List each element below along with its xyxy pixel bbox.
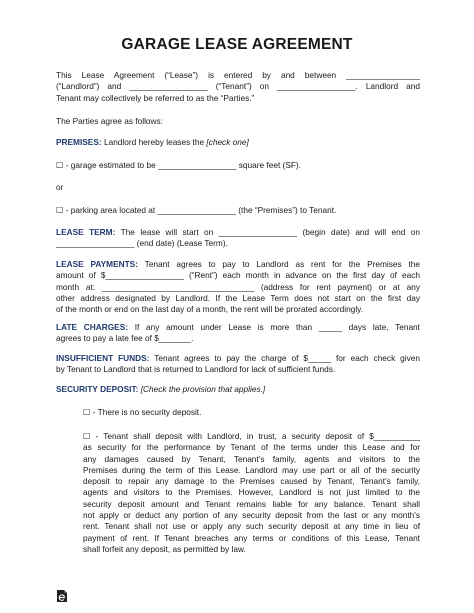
deposit-line-1: ☐ - Tenant shall deposit with Landlord, in trust, a security deposit of $__________ (83, 431, 420, 441)
late-charges-section (56, 322, 420, 345)
deposit-line-2: as security for the performance by Tenant of the terms under this Lease and for (83, 442, 420, 453)
lease-payments-line-4: other address designated by Landlord. If the Lease Term does not start on the first day (56, 292, 420, 303)
eforms-logo-icon (56, 589, 68, 603)
document-title: GARAGE LEASE AGREEMENT (121, 36, 353, 53)
intro-line-1: This Lease Agreement (“Lease”) is entered by and between ________________ (56, 70, 420, 80)
lease-term-heading: LEASE TERM: (56, 227, 116, 237)
insufficient-funds-line-1: Tenant agrees to pay the charge of $_____ for each check given (154, 353, 421, 363)
insufficient-funds-section (56, 353, 420, 376)
intro-paragraph (56, 70, 420, 104)
deposit-line-11: shall forfeit any deposit, as permitted by law. (83, 543, 246, 554)
parties-agree-text: The Parties agree as follows: (56, 116, 163, 126)
deposit-line-10: payment of rent. If Tenant breaches any terms or conditions of this Lease, Tenant (83, 532, 420, 543)
deposit-line-4: Premises during the term of this Lease. Landlord may use part or all of the security (83, 464, 420, 475)
premises-section (56, 137, 420, 148)
security-deposit-heading: SECURITY DEPOSIT: (56, 384, 139, 394)
premises-option-parking: ☐ - parking area located at _________________ (the “Premises”) to Tenant. (56, 205, 337, 215)
lease-payments-line-1: Tenant agrees to pay to Landlord as rent for the Premises the (144, 259, 421, 269)
lease-payments-section (56, 259, 420, 315)
deposit-line-3: any damages caused by Tenant, Tenant’s family, agents and visitors to the (83, 453, 420, 464)
insufficient-funds-heading: INSUFFICIENT FUNDS: (56, 353, 150, 363)
premises-or: or (56, 182, 64, 192)
late-charges-line-2: agrees to pay a late fee of $_______. (56, 333, 194, 344)
premises-option-garage: ☐ - garage estimated to be _________________ square feet (SF). (56, 160, 301, 170)
security-deposit-option-deposit (83, 431, 420, 555)
lease-payments-heading: LEASE PAYMENTS: (56, 259, 138, 269)
premises-text: Landlord hereby leases the (103, 137, 205, 147)
intro-line-2: (“Landlord”) and _________________ (“Tenant”) on _________________. Landlord and (56, 81, 420, 92)
security-deposit-section (56, 384, 420, 395)
intro-line-3: Tenant may collectively be referred to as the “Parties.” (56, 92, 255, 103)
lease-term-section (56, 227, 420, 250)
premises-heading: PREMISES: (56, 137, 102, 147)
deposit-line-6: agents and visitors to the Premises. However, Landlord is not just limited to the (83, 487, 420, 498)
lease-payments-line-2: amount of $_________________ (“Rent”) each month in advance on the first day of each (56, 270, 420, 281)
deposit-line-9: rent. Tenant shall not use or apply any such security deposit at any time in lieu of (83, 521, 420, 532)
deposit-line-5: deposit to repair any damage to the Premises caused by Tenant, Tenant’s family, (83, 476, 420, 487)
lease-payments-line-3: month at: _________________________________ (address for rent payment) or at any (56, 281, 420, 292)
deposit-line-7: security deposit amount and Tenant remains liable for any balance. Tenant shall (83, 498, 420, 509)
lease-payments-line-5: of the month or end on the last day of a month, the rent will be prorated accordingly. (56, 304, 364, 315)
lease-term-line-2: _________________ (end date) (Lease Term). (56, 238, 228, 249)
lease-term-line-1: The lease will start on _________________ (begin date) and will end on (120, 227, 420, 237)
security-deposit-option-none: ☐ - There is no security deposit. (83, 407, 202, 417)
late-charges-line-1: If any amount under Lease is more than _____ days late, Tenant (134, 322, 420, 332)
late-charges-heading: LATE CHARGES: (56, 322, 128, 332)
deposit-line-8: not apply or deduct any portion of any security deposit from the last or any month's (83, 510, 420, 521)
insufficient-funds-line-2: by Tenant to Landlord that is returned to Landlord for lack of sufficient funds. (56, 364, 336, 375)
premises-check-one: [check one] (206, 137, 249, 147)
security-deposit-check-provision: [Check the provision that applies.] (140, 384, 266, 394)
